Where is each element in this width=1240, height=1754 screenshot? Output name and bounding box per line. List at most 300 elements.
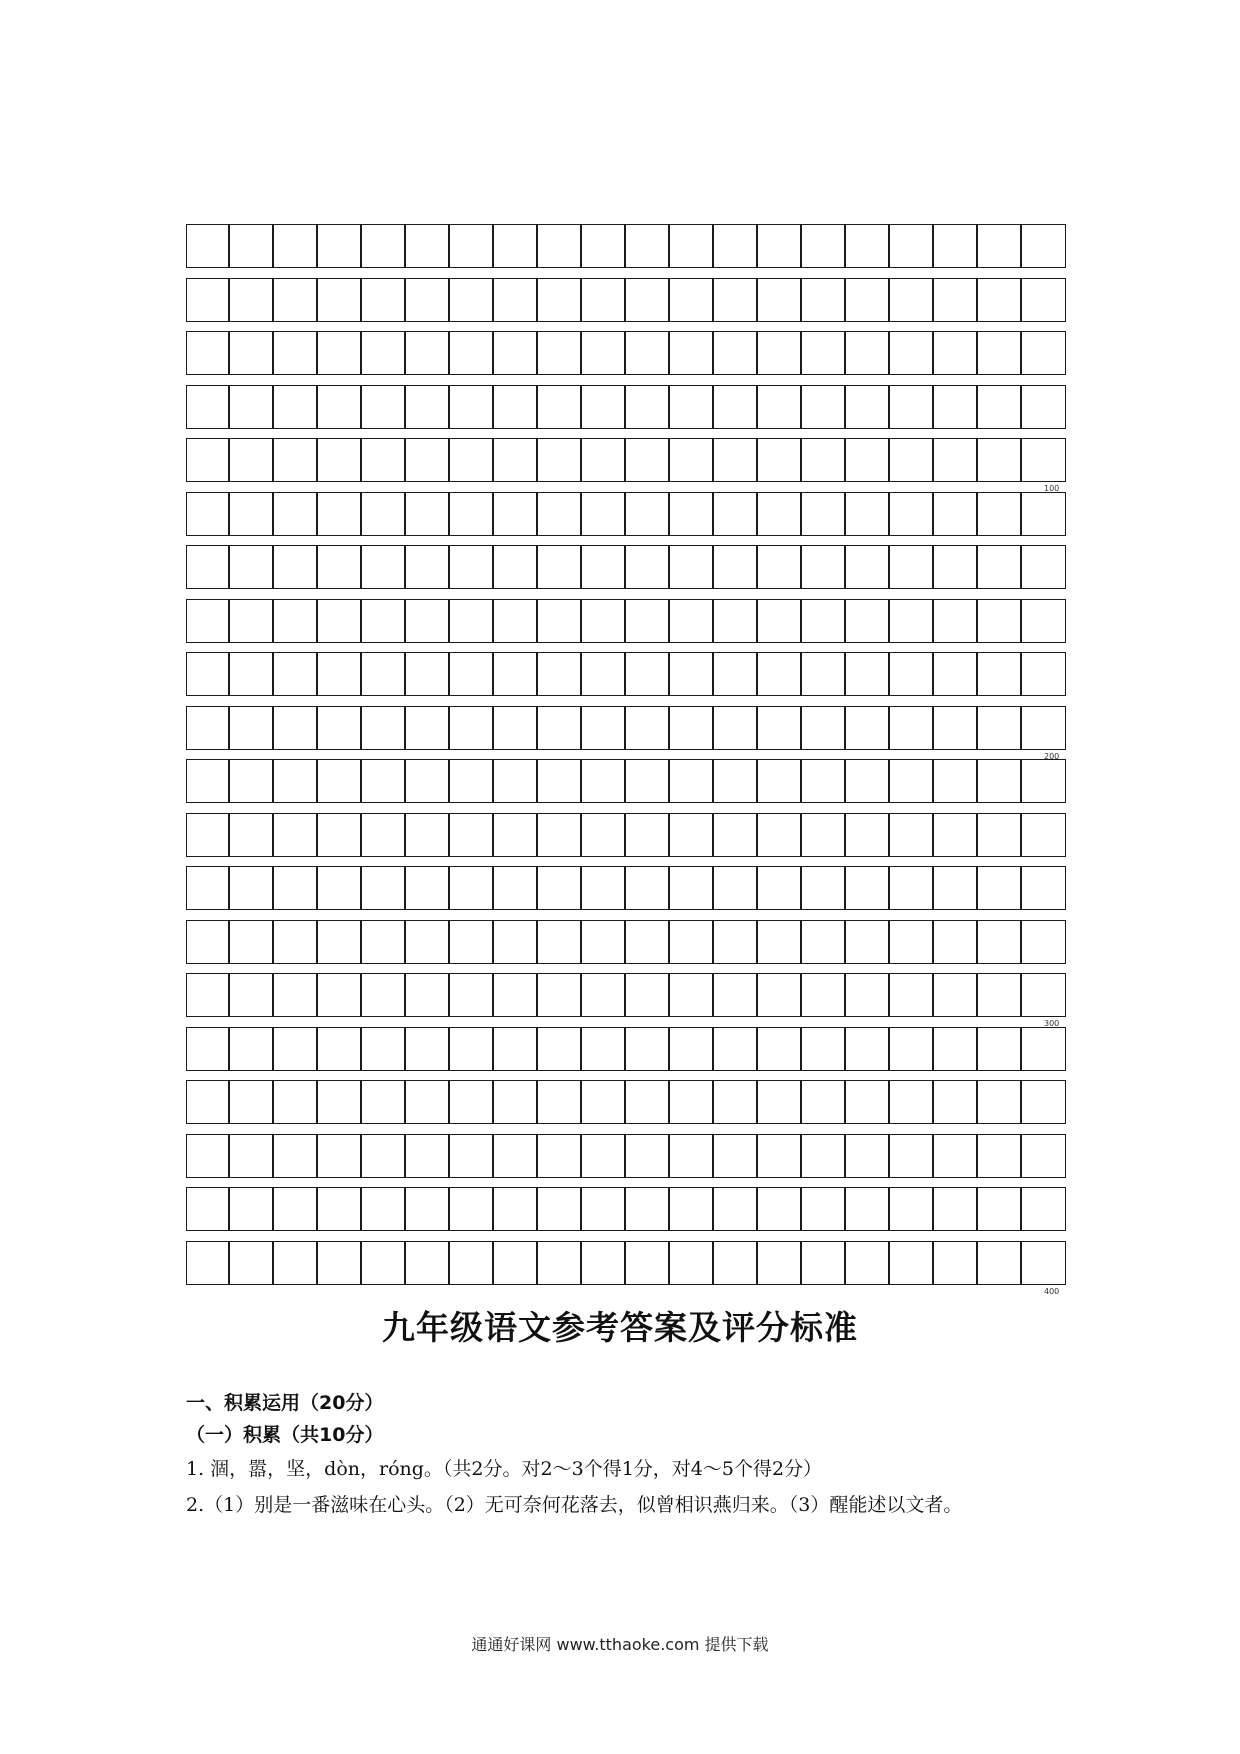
grid-cell (668, 545, 714, 589)
grid-cell (756, 813, 802, 857)
grid-cell (888, 224, 934, 268)
grid-cell (228, 545, 274, 589)
grid-cell (360, 920, 406, 964)
grid-cell (624, 973, 670, 1017)
grid-cell (360, 224, 406, 268)
grid-cell (404, 652, 450, 696)
grid-cell (844, 599, 890, 643)
grid-cell (316, 866, 362, 910)
grid-cell (580, 599, 626, 643)
grid-cell (448, 759, 494, 803)
grid-cell (580, 492, 626, 536)
grid-cell (536, 652, 582, 696)
grid-cell (668, 920, 714, 964)
grid-cell (316, 706, 362, 750)
grid-cell (668, 492, 714, 536)
grid-cell (186, 1241, 230, 1285)
grid-cell (800, 973, 846, 1017)
grid-cell (360, 1027, 406, 1071)
grid-cell (712, 331, 758, 375)
grid-cell (712, 278, 758, 322)
grid-cell (1020, 545, 1066, 589)
grid-cell (272, 438, 318, 482)
grid-cell (800, 813, 846, 857)
grid-row (186, 920, 1066, 964)
grid-cell (536, 545, 582, 589)
grid-cell (316, 224, 362, 268)
grid-cell (712, 545, 758, 589)
grid-cell (272, 331, 318, 375)
grid-cell (888, 866, 934, 910)
grid-cell (316, 599, 362, 643)
grid-cell (712, 1080, 758, 1124)
grid-cell (756, 1241, 802, 1285)
grid-cell (756, 1080, 802, 1124)
grid-cell (844, 331, 890, 375)
grid-cell (800, 652, 846, 696)
grid-cell (800, 1027, 846, 1071)
grid-cell (800, 1080, 846, 1124)
grid-cell (536, 813, 582, 857)
grid-cell (668, 866, 714, 910)
grid-cell (228, 385, 274, 429)
grid-cell (712, 1187, 758, 1231)
grid-cell (492, 706, 538, 750)
grid-cell (668, 599, 714, 643)
grid-cell (624, 1241, 670, 1285)
grid-row (186, 1080, 1066, 1124)
grid-cell (316, 385, 362, 429)
grid-cell (888, 278, 934, 322)
grid-cell (536, 1134, 582, 1178)
grid-cell (186, 866, 230, 910)
grid-cell (932, 545, 978, 589)
grid-cell (844, 1187, 890, 1231)
grid-cell (316, 973, 362, 1017)
grid-cell (404, 438, 450, 482)
grid-cell (186, 813, 230, 857)
grid-cell (624, 1134, 670, 1178)
grid-cell (360, 866, 406, 910)
grid-cell (976, 278, 1022, 322)
grid-cell (844, 652, 890, 696)
grid-cell (448, 545, 494, 589)
grid-cell (448, 224, 494, 268)
grid-cell (976, 545, 1022, 589)
grid-cell (844, 1134, 890, 1178)
grid-cell (624, 599, 670, 643)
answer-line-1: 1. 涸，嚣，坚，dòn，róng。（共2分。对2～3个得1分，对4～5个得2分） (186, 1458, 823, 1480)
grid-cell (668, 813, 714, 857)
grid-cell (976, 706, 1022, 750)
grid-cell (536, 759, 582, 803)
grid-cell (844, 385, 890, 429)
grid-cell (932, 973, 978, 1017)
grid-cell (668, 1027, 714, 1071)
grid-cell (624, 706, 670, 750)
grid-cell (536, 599, 582, 643)
grid-cell (844, 973, 890, 1017)
grid-cell (624, 652, 670, 696)
grid-cell (536, 1027, 582, 1071)
grid-cell (888, 545, 934, 589)
grid-cell (624, 759, 670, 803)
grid-cell (186, 278, 230, 322)
grid-cell (1020, 1241, 1066, 1285)
grid-cell (888, 920, 934, 964)
word-count-mark: 400 (1044, 1286, 1060, 1296)
grid-cell (712, 920, 758, 964)
grid-cell (492, 224, 538, 268)
grid-cell (536, 920, 582, 964)
grid-cell (624, 866, 670, 910)
grid-row (186, 438, 1066, 482)
grid-cell (186, 438, 230, 482)
grid-cell (536, 438, 582, 482)
grid-cell (404, 492, 450, 536)
grid-cell (976, 920, 1022, 964)
grid-cell (624, 224, 670, 268)
grid-cell (448, 706, 494, 750)
grid-cell (404, 385, 450, 429)
grid-cell (272, 1241, 318, 1285)
grid-cell (932, 385, 978, 429)
grid-cell (800, 1241, 846, 1285)
grid-cell (186, 224, 230, 268)
grid-cell (448, 1187, 494, 1231)
grid-cell (186, 1027, 230, 1071)
grid-cell (492, 385, 538, 429)
grid-cell (272, 1027, 318, 1071)
grid-cell (756, 920, 802, 964)
grid-cell (888, 1241, 934, 1285)
grid-cell (756, 545, 802, 589)
grid-cell (360, 1080, 406, 1124)
grid-cell (536, 866, 582, 910)
grid-cell (404, 706, 450, 750)
grid-cell (536, 1080, 582, 1124)
grid-cell (888, 1027, 934, 1071)
answer-line-2: 2.（1）别是一番滋味在心头。（2）无可奈何花落去，似曾相识燕归来。（3）醒能述以文者。 (186, 1494, 963, 1516)
grid-cell (976, 973, 1022, 1017)
grid-cell (668, 973, 714, 1017)
grid-cell (360, 1241, 406, 1285)
grid-cell (668, 385, 714, 429)
grid-cell (800, 438, 846, 482)
grid-cell (800, 224, 846, 268)
grid-cell (272, 759, 318, 803)
grid-cell (932, 759, 978, 803)
grid-cell (580, 652, 626, 696)
subsection-heading-accumulation: （一）积累（共10分） (186, 1424, 384, 1446)
grid-cell (976, 1080, 1022, 1124)
grid-cell (360, 813, 406, 857)
grid-cell (932, 438, 978, 482)
grid-cell (1020, 866, 1066, 910)
grid-cell (316, 1027, 362, 1071)
grid-cell (404, 599, 450, 643)
word-count-mark: 200 (1044, 751, 1060, 761)
grid-cell (844, 759, 890, 803)
grid-cell (448, 438, 494, 482)
grid-cell (448, 278, 494, 322)
grid-cell (186, 545, 230, 589)
grid-cell (712, 1134, 758, 1178)
grid-cell (316, 1241, 362, 1285)
grid-cell (756, 331, 802, 375)
grid-cell (712, 1027, 758, 1071)
grid-row (186, 545, 1066, 589)
grid-cell (492, 1027, 538, 1071)
grid-cell (228, 759, 274, 803)
grid-cell (272, 973, 318, 1017)
grid-cell (1020, 492, 1066, 536)
grid-cell (316, 652, 362, 696)
grid-cell (844, 1027, 890, 1071)
grid-cell (580, 438, 626, 482)
grid-cell (668, 1187, 714, 1231)
grid-cell (404, 224, 450, 268)
grid-cell (580, 1241, 626, 1285)
grid-cell (756, 866, 802, 910)
grid-cell (228, 1134, 274, 1178)
grid-cell (888, 759, 934, 803)
grid-cell (976, 813, 1022, 857)
page-title: 九年级语文参考答案及评分标准 (382, 1308, 858, 1347)
grid-cell (976, 599, 1022, 643)
grid-cell (272, 1134, 318, 1178)
grid-cell (316, 813, 362, 857)
grid-cell (1020, 920, 1066, 964)
grid-cell (844, 813, 890, 857)
grid-row (186, 866, 1066, 910)
grid-cell (228, 920, 274, 964)
grid-cell (1020, 1134, 1066, 1178)
grid-cell (580, 813, 626, 857)
grid-cell (186, 385, 230, 429)
grid-cell (492, 1080, 538, 1124)
grid-cell (1020, 759, 1066, 803)
grid-cell (186, 492, 230, 536)
grid-cell (580, 1134, 626, 1178)
grid-cell (1020, 385, 1066, 429)
grid-cell (800, 331, 846, 375)
grid-cell (272, 599, 318, 643)
grid-cell (976, 224, 1022, 268)
grid-cell (580, 1027, 626, 1071)
grid-cell (712, 492, 758, 536)
grid-cell (360, 599, 406, 643)
grid-cell (932, 331, 978, 375)
grid-row (186, 278, 1066, 322)
footer-source: 通通好课网 www.tthaoke.com 提供下载 (471, 1635, 769, 1654)
grid-cell (360, 973, 406, 1017)
grid-cell (228, 706, 274, 750)
grid-cell (888, 1187, 934, 1231)
grid-cell (976, 492, 1022, 536)
grid-cell (272, 492, 318, 536)
grid-cell (888, 973, 934, 1017)
grid-cell (712, 866, 758, 910)
grid-cell (668, 224, 714, 268)
grid-cell (404, 1134, 450, 1178)
grid-cell (800, 759, 846, 803)
grid-cell (932, 1187, 978, 1231)
grid-cell (492, 1134, 538, 1178)
grid-cell (448, 385, 494, 429)
grid-cell (492, 331, 538, 375)
grid-cell (712, 438, 758, 482)
grid-cell (1020, 1080, 1066, 1124)
grid-cell (1020, 599, 1066, 643)
grid-cell (976, 652, 1022, 696)
grid-cell (360, 438, 406, 482)
grid-cell (624, 545, 670, 589)
grid-cell (1020, 706, 1066, 750)
grid-cell (580, 866, 626, 910)
grid-cell (492, 1187, 538, 1231)
grid-cell (800, 1134, 846, 1178)
grid-cell (1020, 278, 1066, 322)
grid-cell (844, 1241, 890, 1285)
grid-row (186, 652, 1066, 696)
grid-cell (668, 759, 714, 803)
grid-cell (1020, 331, 1066, 375)
grid-cell (756, 652, 802, 696)
grid-cell (844, 706, 890, 750)
grid-cell (932, 492, 978, 536)
grid-cell (932, 1027, 978, 1071)
grid-cell (448, 599, 494, 643)
grid-cell (316, 1134, 362, 1178)
grid-cell (316, 759, 362, 803)
grid-cell (186, 1134, 230, 1178)
grid-cell (624, 920, 670, 964)
grid-cell (976, 385, 1022, 429)
grid-cell (272, 813, 318, 857)
grid-cell (844, 492, 890, 536)
grid-cell (624, 278, 670, 322)
grid-cell (1020, 813, 1066, 857)
grid-cell (800, 599, 846, 643)
grid-cell (624, 1027, 670, 1071)
grid-cell (404, 278, 450, 322)
grid-cell (228, 438, 274, 482)
grid-cell (756, 438, 802, 482)
grid-cell (360, 1134, 406, 1178)
grid-cell (888, 385, 934, 429)
grid-cell (844, 1080, 890, 1124)
grid-cell (360, 759, 406, 803)
grid-cell (186, 331, 230, 375)
grid-cell (404, 1027, 450, 1071)
grid-cell (756, 278, 802, 322)
grid-cell (756, 492, 802, 536)
grid-cell (888, 706, 934, 750)
grid-cell (492, 599, 538, 643)
grid-cell (844, 866, 890, 910)
grid-cell (624, 1080, 670, 1124)
grid-cell (844, 545, 890, 589)
grid-cell (272, 652, 318, 696)
grid-cell (800, 545, 846, 589)
grid-cell (712, 813, 758, 857)
grid-cell (932, 278, 978, 322)
grid-cell (228, 1187, 274, 1231)
grid-cell (756, 224, 802, 268)
grid-cell (228, 1080, 274, 1124)
grid-cell (888, 813, 934, 857)
grid-cell (536, 706, 582, 750)
grid-cell (228, 652, 274, 696)
grid-cell (448, 920, 494, 964)
grid-cell (1020, 973, 1066, 1017)
grid-cell (932, 224, 978, 268)
grid-cell (448, 813, 494, 857)
grid-row (186, 331, 1066, 375)
grid-cell (228, 973, 274, 1017)
grid-cell (448, 973, 494, 1017)
grid-cell (668, 438, 714, 482)
grid-cell (580, 1187, 626, 1231)
grid-cell (932, 1241, 978, 1285)
grid-row (186, 706, 1066, 750)
grid-cell (536, 331, 582, 375)
grid-cell (228, 492, 274, 536)
grid-cell (492, 813, 538, 857)
grid-cell (186, 706, 230, 750)
grid-cell (668, 278, 714, 322)
grid-cell (580, 920, 626, 964)
grid-cell (580, 973, 626, 1017)
grid-cell (756, 1027, 802, 1071)
grid-cell (932, 1134, 978, 1178)
grid-row (186, 492, 1066, 536)
grid-cell (186, 973, 230, 1017)
grid-cell (888, 331, 934, 375)
grid-cell (756, 973, 802, 1017)
grid-cell (272, 920, 318, 964)
word-count-mark: 300 (1044, 1019, 1060, 1028)
grid-cell (228, 866, 274, 910)
grid-cell (404, 1080, 450, 1124)
grid-cell (624, 438, 670, 482)
grid-cell (536, 973, 582, 1017)
grid-cell (800, 706, 846, 750)
grid-cell (360, 545, 406, 589)
grid-row (186, 224, 1066, 268)
grid-cell (844, 224, 890, 268)
grid-cell (888, 1080, 934, 1124)
grid-cell (668, 652, 714, 696)
grid-cell (404, 759, 450, 803)
grid-cell (976, 1027, 1022, 1071)
grid-cell (624, 331, 670, 375)
grid-row (186, 973, 1066, 1017)
grid-cell (492, 438, 538, 482)
grid-cell (976, 1241, 1022, 1285)
grid-cell (712, 973, 758, 1017)
grid-row (186, 813, 1066, 857)
grid-cell (580, 1080, 626, 1124)
grid-cell (316, 1080, 362, 1124)
grid-cell (888, 492, 934, 536)
grid-cell (932, 599, 978, 643)
grid-cell (448, 866, 494, 910)
grid-cell (228, 599, 274, 643)
grid-cell (536, 492, 582, 536)
grid-cell (404, 920, 450, 964)
